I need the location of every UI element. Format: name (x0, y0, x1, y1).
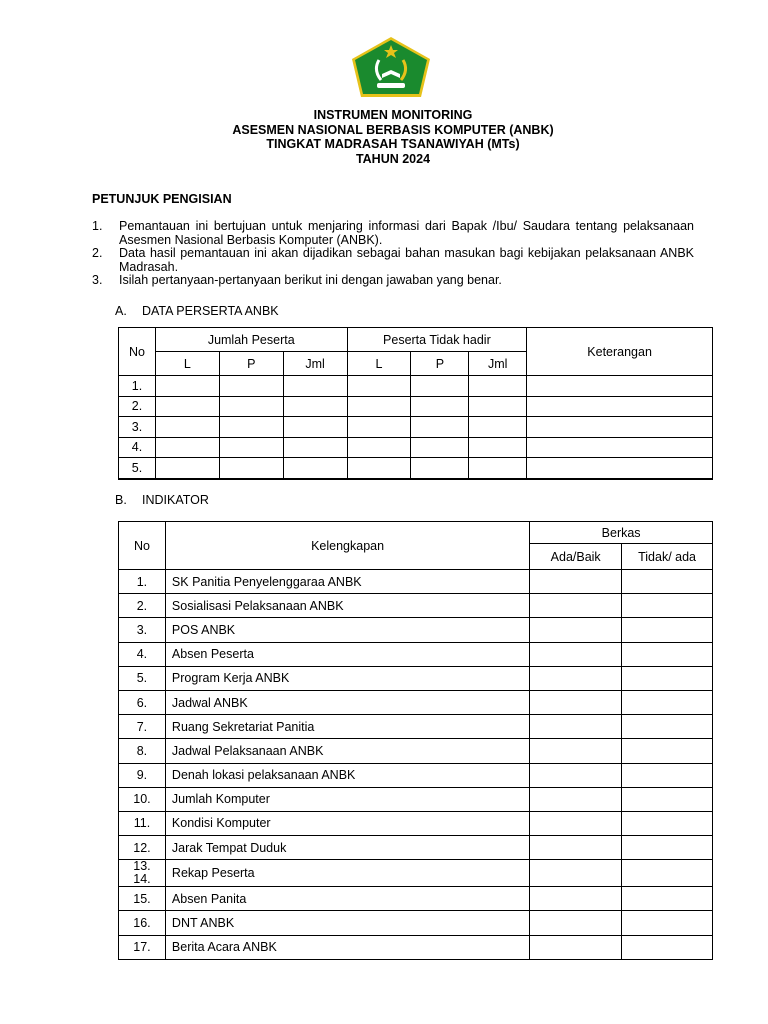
instruction-item (92, 274, 694, 288)
tidak-ada-cell[interactable] (622, 887, 713, 911)
indicator-item: Absen Peserta (165, 642, 529, 666)
table-row (119, 860, 713, 887)
row-number: 5. (119, 458, 156, 479)
input-cell[interactable] (527, 458, 713, 479)
row-number: 10. (119, 787, 166, 811)
ada-cell[interactable] (530, 911, 622, 935)
indicator-item: POS ANBK (165, 618, 529, 642)
instruction-number: 1. (92, 219, 103, 233)
table-row (119, 715, 713, 739)
row-number: 15. (119, 887, 166, 911)
ada-cell[interactable] (530, 836, 622, 860)
header-l: L (155, 352, 219, 376)
ada-cell[interactable] (530, 739, 622, 763)
row-number: 4. (119, 642, 166, 666)
table-row (119, 437, 713, 458)
table-row (119, 811, 713, 835)
title-line-1: INSTRUMEN MONITORING (313, 108, 473, 122)
row-number: 6. (119, 690, 166, 714)
indicator-item: Jadwal ANBK (165, 690, 529, 714)
input-cell[interactable] (411, 458, 469, 479)
ada-cell[interactable] (530, 763, 622, 787)
tidak-ada-cell[interactable] (622, 763, 713, 787)
input-cell[interactable] (411, 376, 469, 397)
header-kelengkapan: Kelengkapan (165, 522, 529, 570)
tidak-ada-cell[interactable] (622, 860, 713, 887)
row-number: 4. (119, 437, 156, 458)
input-cell[interactable] (155, 396, 219, 417)
title-line-2: ASESMEN NASIONAL BERBASIS KOMPUTER (ANBK) (232, 122, 554, 137)
kemenag-logo (351, 36, 431, 98)
header-tidak-ada: Tidak/ ada (622, 544, 713, 570)
table-row (119, 642, 713, 666)
instruction-text: Isilah pertanyaan-pertanyaan berikut ini dengan jawaban yang benar. (119, 273, 502, 287)
header-no: No (119, 328, 156, 376)
header-p: P (219, 352, 283, 376)
tidak-ada-cell[interactable] (622, 911, 713, 935)
ada-cell[interactable] (530, 887, 622, 911)
table-row (119, 417, 713, 438)
tidak-ada-cell[interactable] (622, 690, 713, 714)
tidak-ada-cell[interactable] (622, 570, 713, 594)
input-cell[interactable] (283, 458, 347, 479)
row-number: 1. (119, 570, 166, 594)
row-number-13: 13. (133, 859, 151, 874)
document-title (0, 108, 768, 166)
input-cell[interactable] (347, 458, 411, 479)
header-berkas: Berkas (530, 522, 713, 544)
ada-cell[interactable] (530, 787, 622, 811)
instructions-list (92, 220, 694, 288)
tidak-ada-cell[interactable] (622, 739, 713, 763)
indicator-item: Kondisi Komputer (165, 811, 529, 835)
input-cell[interactable] (347, 376, 411, 397)
ada-cell[interactable] (530, 642, 622, 666)
indicator-table (118, 521, 713, 960)
header-p: P (411, 352, 469, 376)
ada-cell[interactable] (530, 618, 622, 642)
row-number: 3. (119, 618, 166, 642)
row-number: 5. (119, 666, 166, 690)
table-row (119, 911, 713, 935)
table-row (119, 935, 713, 959)
indicator-item: DNT ANBK (165, 911, 529, 935)
input-cell[interactable] (527, 396, 713, 417)
indicator-item: Rekap Peserta (165, 860, 529, 887)
input-cell[interactable] (283, 417, 347, 438)
input-cell[interactable] (283, 396, 347, 417)
row-number: 3. (119, 417, 156, 438)
input-cell[interactable] (283, 437, 347, 458)
indicator-item: SK Panitia Penyelenggaraa ANBK (165, 570, 529, 594)
instruction-number: 2. (92, 246, 103, 260)
input-cell[interactable] (219, 376, 283, 397)
input-cell[interactable] (469, 396, 527, 417)
row-number: 12. (119, 836, 166, 860)
input-cell[interactable] (219, 437, 283, 458)
ada-cell[interactable] (530, 935, 622, 959)
participant-data-table (118, 327, 713, 480)
table-row (119, 836, 713, 860)
indicator-item: Jumlah Komputer (165, 787, 529, 811)
title-line-3: TINGKAT MADRASAH TSANAWIYAH (MTs) (266, 137, 520, 151)
table-row (119, 618, 713, 642)
section-b-title: INDIKATOR (142, 493, 209, 507)
table-row (119, 787, 713, 811)
input-cell[interactable] (347, 437, 411, 458)
instruction-text: Data hasil pemantauan ini akan dijadikan sebagai bahan masukan bagi kebijakan pelaksanaan ANBK Madrasah. (119, 246, 694, 274)
indicator-item: Denah lokasi pelaksanaan ANBK (165, 763, 529, 787)
table-row (119, 690, 713, 714)
input-cell[interactable] (155, 417, 219, 438)
input-cell[interactable] (219, 417, 283, 438)
input-cell[interactable] (347, 417, 411, 438)
ada-cell[interactable] (530, 594, 622, 618)
instruction-item (92, 247, 694, 274)
indicator-item: Berita Acara ANBK (165, 935, 529, 959)
input-cell[interactable] (411, 437, 469, 458)
table-row (119, 570, 713, 594)
ada-cell[interactable] (530, 570, 622, 594)
instruction-text: Pemantauan ini bertujuan untuk menjaring informasi dari Bapak /Ibu/ Saudara tentang pelaksanaan Asesmen Nasional Berbasis Komputer (ANBK). (119, 219, 694, 247)
input-cell[interactable] (527, 376, 713, 397)
input-cell[interactable] (347, 396, 411, 417)
table-row (119, 763, 713, 787)
instruction-item (92, 220, 694, 247)
input-cell[interactable] (469, 417, 527, 438)
input-cell[interactable] (155, 376, 219, 397)
input-cell[interactable] (469, 376, 527, 397)
indicator-item: Absen Panita (165, 887, 529, 911)
tidak-ada-cell[interactable] (622, 935, 713, 959)
section-a-heading (115, 304, 279, 318)
tidak-ada-cell[interactable] (622, 836, 713, 860)
table-row (119, 376, 713, 397)
header-no: No (119, 522, 166, 570)
indicator-item: Sosialisasi Pelaksanaan ANBK (165, 594, 529, 618)
input-cell[interactable] (219, 396, 283, 417)
section-b-heading (115, 493, 209, 507)
header-jml: Jml (283, 352, 347, 376)
input-cell[interactable] (283, 376, 347, 397)
instructions-heading: PETUNJUK PENGISIAN (92, 192, 232, 206)
indicator-item: Ruang Sekretariat Panitia (165, 715, 529, 739)
table-row (119, 458, 713, 479)
tidak-ada-cell[interactable] (622, 715, 713, 739)
section-b-letter: B. (115, 493, 127, 507)
input-cell[interactable] (155, 437, 219, 458)
title-line-4: TAHUN 2024 (355, 151, 431, 166)
header-ada-baik: Ada/Baik (530, 544, 622, 570)
row-number: 7. (119, 715, 166, 739)
input-cell[interactable] (411, 396, 469, 417)
tidak-ada-cell[interactable] (622, 594, 713, 618)
row-number: 2. (119, 594, 166, 618)
table-row (119, 594, 713, 618)
tidak-ada-cell[interactable] (622, 642, 713, 666)
row-number: 9. (119, 763, 166, 787)
row-number: 8. (119, 739, 166, 763)
row-number: 11. (119, 811, 166, 835)
ada-cell[interactable] (530, 811, 622, 835)
row-number: 16. (119, 911, 166, 935)
row-number-14: 14. (133, 872, 151, 887)
table-row (119, 739, 713, 763)
input-cell[interactable] (219, 458, 283, 479)
table-row (119, 887, 713, 911)
input-cell[interactable] (527, 437, 713, 458)
section-a-title: DATA PERSERTA ANBK (142, 304, 279, 318)
tidak-ada-cell[interactable] (622, 666, 713, 690)
input-cell[interactable] (527, 417, 713, 438)
input-cell[interactable] (155, 458, 219, 479)
instruction-number: 3. (92, 273, 103, 287)
indicator-item: Program Kerja ANBK (165, 666, 529, 690)
tidak-ada-cell[interactable] (622, 811, 713, 835)
section-a-letter: A. (115, 304, 127, 318)
indicator-item: Jarak Tempat Duduk (165, 836, 529, 860)
ada-cell[interactable] (530, 860, 622, 887)
tidak-ada-cell[interactable] (622, 787, 713, 811)
header-l: L (347, 352, 411, 376)
input-cell[interactable] (469, 458, 527, 479)
header-jml: Jml (469, 352, 527, 376)
header-jumlah-peserta: Jumlah Peserta (155, 328, 347, 352)
input-cell[interactable] (469, 437, 527, 458)
row-number (119, 860, 166, 887)
header-peserta-tidak-hadir: Peserta Tidak hadir (347, 328, 527, 352)
row-number: 1. (119, 376, 156, 397)
table-row (119, 666, 713, 690)
ada-cell[interactable] (530, 690, 622, 714)
row-number: 17. (119, 935, 166, 959)
tidak-ada-cell[interactable] (622, 618, 713, 642)
table-row (119, 396, 713, 417)
indicator-item: Jadwal Pelaksanaan ANBK (165, 739, 529, 763)
ada-cell[interactable] (530, 666, 622, 690)
input-cell[interactable] (411, 417, 469, 438)
ada-cell[interactable] (530, 715, 622, 739)
header-keterangan: Keterangan (527, 328, 713, 376)
row-number: 2. (119, 396, 156, 417)
